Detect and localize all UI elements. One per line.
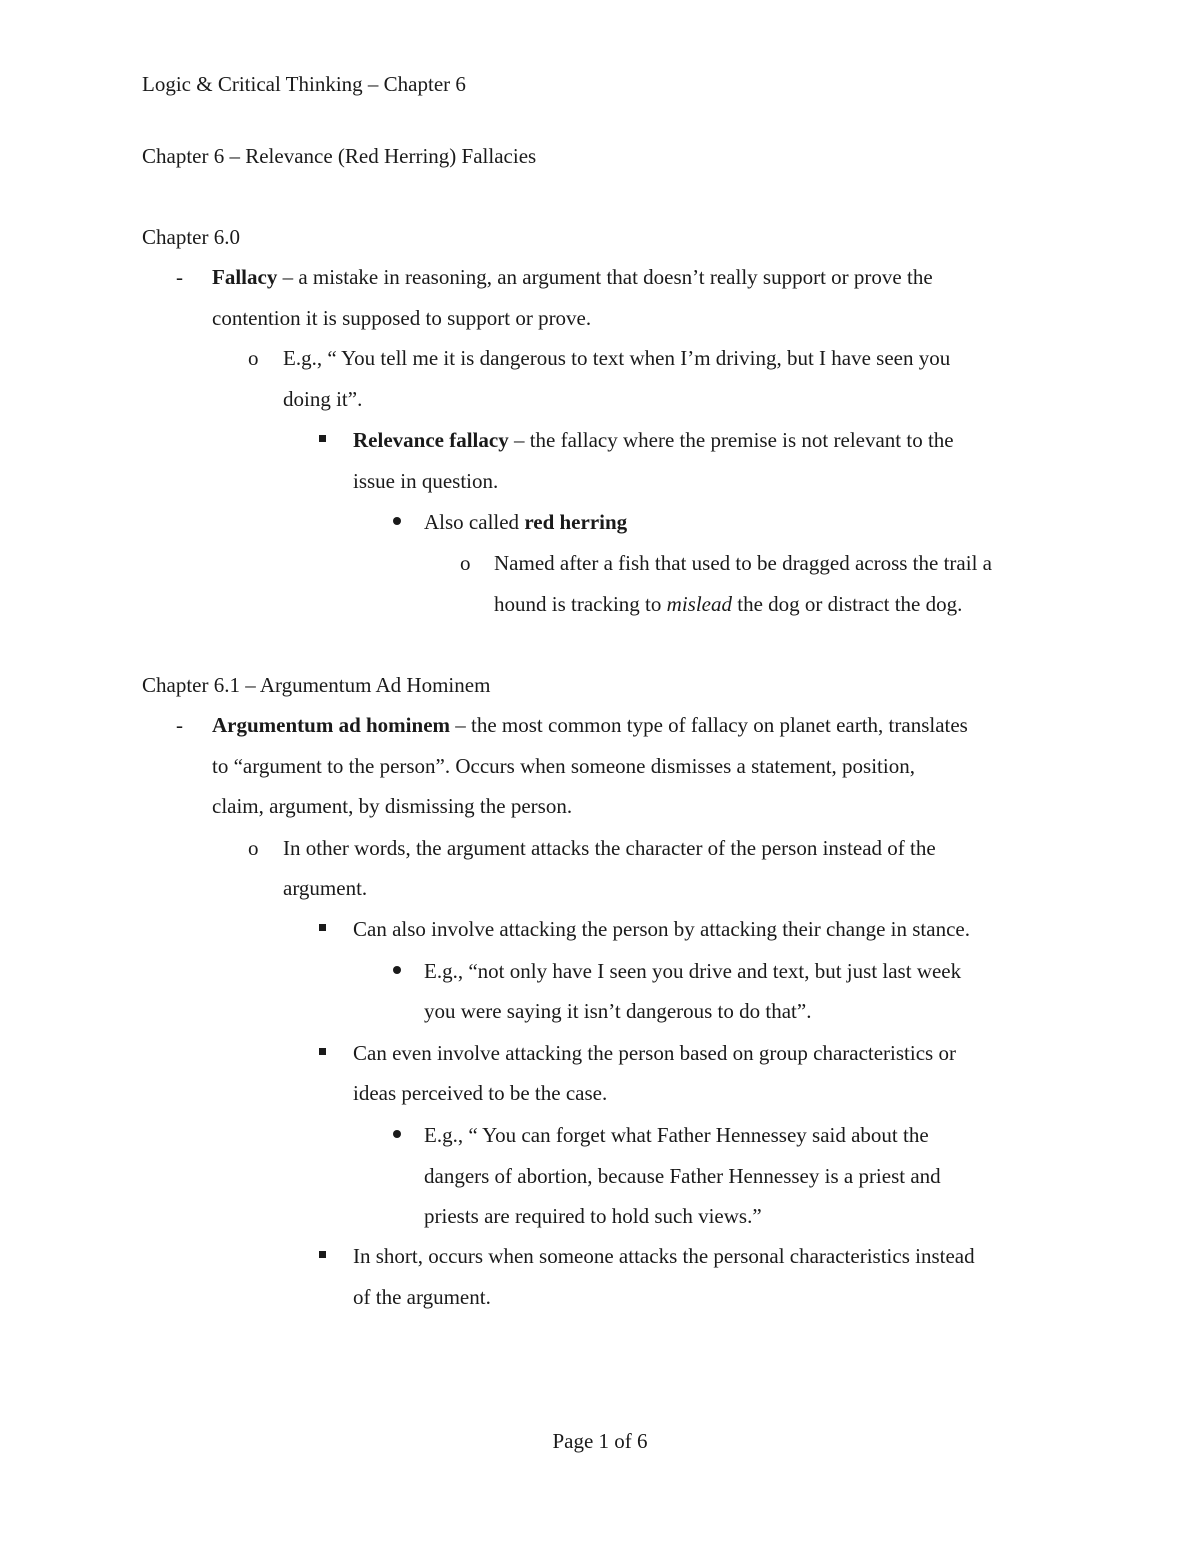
relevance-fallacy-definition: Relevance fallacy – the fallacy where the premise is not relevant to the xyxy=(353,428,954,452)
stance-example-cont: you were saying it isn’t dangerous to do that”. xyxy=(424,999,812,1023)
section-heading-6-0: Chapter 6.0 xyxy=(142,225,240,249)
ad-hominem-term: Argumentum ad hominem xyxy=(212,713,451,737)
dash-bullet: - xyxy=(176,265,183,289)
mislead-emphasis: mislead xyxy=(666,592,732,616)
priest-example-cont: priests are required to hold such views.” xyxy=(424,1204,762,1228)
ad-hominem-definition: Argumentum ad hominem – the most common type of fallacy on planet earth, translates xyxy=(212,713,968,737)
square-bullet xyxy=(319,1048,326,1055)
ad-hominem-definition-cont: to “argument to the person”. Occurs when someone dismisses a statement, position, xyxy=(212,754,915,778)
round-bullet xyxy=(393,517,401,525)
running-header: Logic & Critical Thinking – Chapter 6 xyxy=(142,72,466,96)
stance-example: E.g., “not only have I seen you drive and text, but just last week xyxy=(424,959,962,983)
ad-hominem-definition-cont: claim, argument, by dismissing the person. xyxy=(212,794,573,818)
also-called-line: Also called red herring xyxy=(424,510,628,534)
circle-bullet: o xyxy=(248,836,259,860)
fallacy-example-cont: doing it”. xyxy=(283,387,363,411)
page-number-footer: Page 1 of 6 xyxy=(552,1429,648,1453)
in-other-words-line-cont: argument. xyxy=(283,876,368,900)
group-characteristics-line-cont: ideas perceived to be the case. xyxy=(353,1081,608,1105)
named-after-line: Named after a fish that used to be dragged across the trail a xyxy=(494,551,992,575)
square-bullet xyxy=(319,435,326,442)
relevance-fallacy-definition-cont: issue in question. xyxy=(353,469,499,493)
circle-bullet: o xyxy=(460,551,471,575)
square-bullet xyxy=(319,1251,326,1258)
in-short-line: In short, occurs when someone attacks the personal characteristics instead xyxy=(353,1244,975,1268)
fallacy-example: E.g., “ You tell me it is dangerous to text when I’m driving, but I have seen you xyxy=(283,346,951,370)
dash-bullet: - xyxy=(176,713,183,737)
red-herring-term: red herring xyxy=(524,510,628,534)
named-after-line-cont: hound is tracking to mislead the dog or distract the dog. xyxy=(494,592,963,616)
in-other-words-line: In other words, the argument attacks the character of the person instead of the xyxy=(283,836,936,860)
priest-example-cont: dangers of abortion, because Father Hennessey is a priest and xyxy=(424,1164,941,1188)
in-short-line-cont: of the argument. xyxy=(353,1285,491,1309)
change-in-stance-line: Can also involve attacking the person by attacking their change in stance. xyxy=(353,917,970,941)
group-characteristics-line: Can even involve attacking the person based on group characteristics or xyxy=(353,1041,956,1065)
square-bullet xyxy=(319,924,326,931)
section-heading-6-1: Chapter 6.1 – Argumentum Ad Hominem xyxy=(142,673,491,697)
chapter-title: Chapter 6 – Relevance (Red Herring) Fallacies xyxy=(142,144,537,168)
priest-example: E.g., “ You can forget what Father Hennessey said about the xyxy=(424,1123,929,1147)
round-bullet xyxy=(393,966,401,974)
circle-bullet: o xyxy=(248,346,259,370)
fallacy-definition: Fallacy – a mistake in reasoning, an argument that doesn’t really support or prove the xyxy=(212,265,933,289)
relevance-fallacy-term: Relevance fallacy xyxy=(353,428,509,452)
fallacy-definition-cont: contention it is supposed to support or prove. xyxy=(212,306,592,330)
round-bullet xyxy=(393,1130,401,1138)
fallacy-term: Fallacy xyxy=(212,265,278,289)
